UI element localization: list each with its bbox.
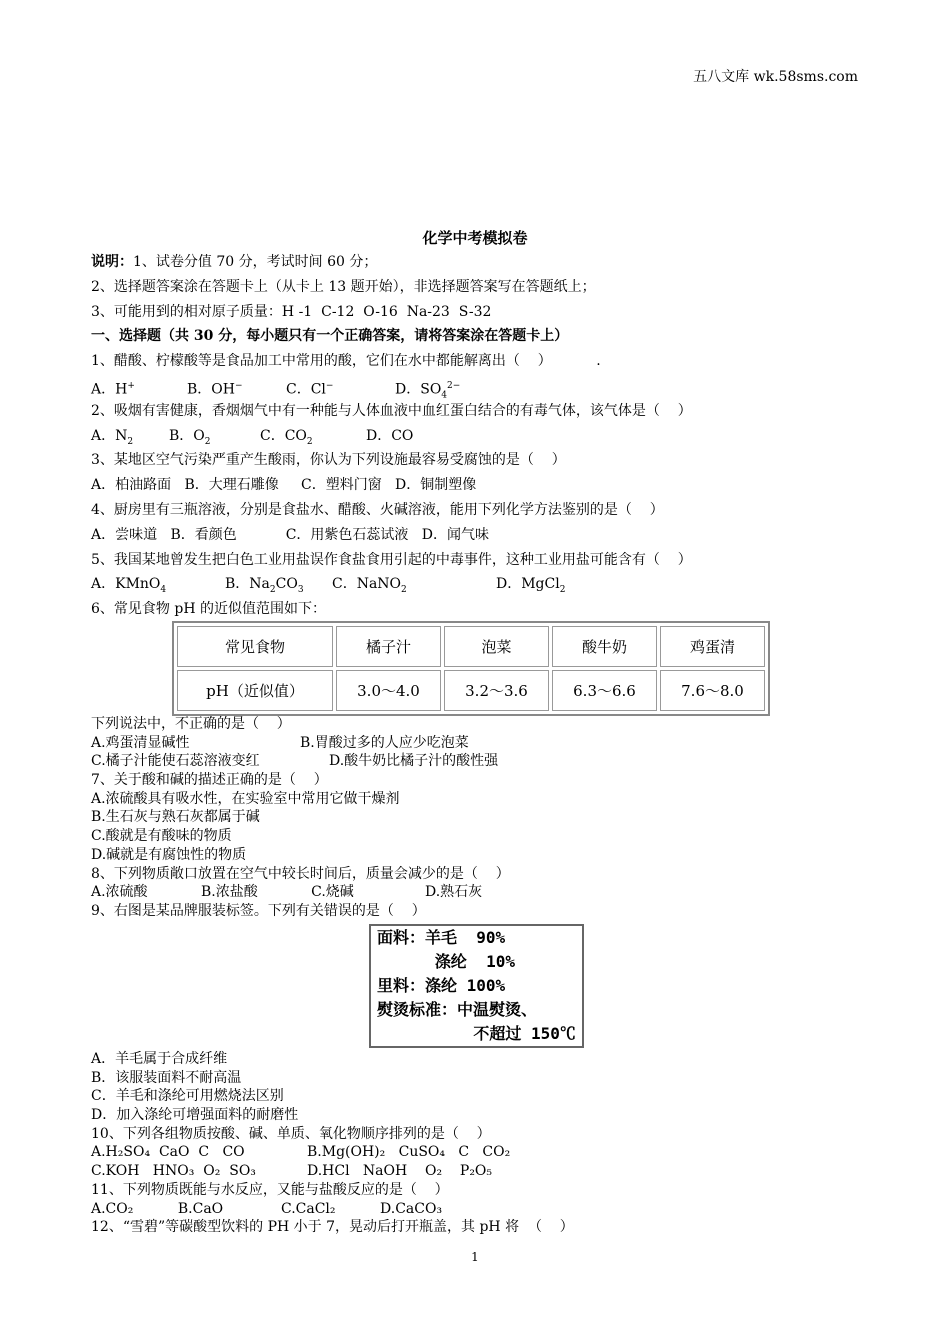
q9-option-b: B．该服装面料不耐高温 — [91, 1069, 242, 1086]
table-cell: 6.3～6.6 — [552, 670, 657, 711]
q4-options: A．尝味道 B．看颜色 C．用紫色石蕊试液 D．闻气味 — [91, 526, 489, 543]
table-cell: 橘子汁 — [336, 626, 441, 667]
table-cell: 7.6～8.0 — [660, 670, 765, 711]
ph-table-value-row — [177, 670, 765, 711]
ph-table — [172, 621, 770, 716]
q3-options: A．柏油路面 B．大理石雕像 C．塑料门窗 D．铜制塑像 — [91, 477, 477, 494]
q2-stem: 2、吸烟有害健康，香烟烟气中有一种能与人体血液中血红蛋白结合的有毒气体，该气体是（ ） — [91, 402, 692, 419]
page-title: 化学中考模拟卷 — [422, 229, 528, 247]
ph-table-header-row — [177, 626, 765, 667]
q1-options: A．H+ B．OH− C．Cl− D．$SO_4^{2-}$ — [91, 380, 461, 401]
q6-options-ab: A.鸡蛋清显碱性 B.胃酸过多的人应少吃泡菜 — [91, 734, 469, 751]
q9-q12-block — [91, 1050, 871, 1237]
q4-stem: 4、厨房里有三瓶溶液，分别是食盐水、醋酸、火碱溶液，能用下列化学方法鉴别的是（ ） — [91, 501, 664, 518]
table-cell: 鸡蛋清 — [660, 626, 765, 667]
table-cell: pH（近似值） — [177, 670, 333, 711]
q8-stem: 8、下列物质敞口放置在空气中较长时间后，质量会减少的是（ ） — [91, 865, 510, 882]
table-cell: 酸牛奶 — [552, 626, 657, 667]
q9-stem: 9、右图是某品牌服装标签。下列有关错误的是（ ） — [91, 902, 426, 919]
section-heading: 一、选择题（共 30 分，每小题只有一个正确答案，请将答案涂在答题卡上） — [91, 328, 569, 345]
q10-stem: 10、下列各组物质按酸、碱、单质、氧化物顺序排列的是（ ） — [91, 1125, 491, 1142]
q8-options: A.浓硫酸 B.浓盐酸 C.烧碱 D.熟石灰 — [91, 884, 483, 901]
table-cell: 常见食物 — [177, 626, 333, 667]
notes-line-3: 3、可能用到的相对原子质量：H -1 C-12 O-16 Na-23 S-32 — [91, 303, 492, 320]
clothing-label-image: 面料：羊毛 90% 涤纶 10% 里料：涤纶 100% 熨烫标准：中温熨烫、 不超过 150℃ — [369, 924, 584, 1048]
q3-stem: 3、某地区空气污染严重产生酸雨，你认为下列设施最容易受腐蚀的是（ ） — [91, 452, 566, 469]
table-cell: 3.0～4.0 — [336, 670, 441, 711]
notes-label: 说明： — [91, 254, 133, 270]
q7-option-c: C.酸就是有酸味的物质 — [91, 828, 232, 845]
q7-option-b: B.生石灰与熟石灰都属于碱 — [91, 809, 260, 826]
q10-options-ab: A.H₂SO₄ CaO C CO B.Mg(OH)₂ CuSO₄ C CO₂ — [91, 1144, 511, 1161]
q7-option-d: D.碱就是有腐蚀性的物质 — [91, 846, 247, 863]
q12-stem: 12、“雪碧”等碳酸型饮料的 PH 小于 7，晃动后打开瓶盖，其 pH 将 （ ） — [91, 1219, 574, 1236]
table-cell: 3.2～3.6 — [444, 670, 549, 711]
q2-options: A．$N_2$ B．$O_2$ C．$CO_2$ D．CO — [91, 427, 414, 447]
q6-q8-block — [91, 715, 871, 921]
page-header: 五八文库 wk.58sms.com — [693, 69, 858, 85]
exam-body — [91, 250, 871, 622]
q6-question: 下列说法中，不正确的是（ ） — [91, 716, 291, 732]
q11-stem: 11、下列物质既能与水反应，又能与盐酸反应的是（ ） — [91, 1181, 449, 1198]
q9-option-a: A．羊毛属于合成纤维 — [91, 1051, 228, 1067]
q7-option-a: A.浓硫酸具有吸水性，在实验室中常用它做干燥剂 — [91, 790, 400, 807]
q5-options: A．KMnO$_4$ B．$Na_2CO_3$ C．NaNO$_2$ D．MgCl$_2$ — [91, 576, 566, 596]
notes-line-1: 说明：1、试卷分值 70 分，考试时间 60 分； — [91, 254, 378, 270]
page-number: 1 — [471, 1250, 479, 1264]
q11-options: A.CO₂ B.CaO C.CaCl₂ D.CaCO₃ — [91, 1200, 443, 1217]
notes-line-2: 2、选择题答案涂在答题卡上（从卡上 13 题开始），非选择题答案写在答题纸上； — [91, 278, 596, 295]
q5-stem: 5、我国某地曾发生把白色工业用盐误作食盐食用引起的中毒事件，这种工业用盐可能含有（ ） — [91, 551, 692, 568]
q10-options-cd: C.KOH HNO₃ O₂ SO₃ D.HCl NaOH O₂ P₂O₅ — [91, 1163, 493, 1180]
q6-stem: 6、常见食物 pH 的近似值范围如下： — [91, 601, 326, 618]
q6-options-cd: C.橘子汁能使石蕊溶液变红 D.酸牛奶比橘子汁的酸性强 — [91, 753, 499, 770]
table-cell: 泡菜 — [444, 626, 549, 667]
q9-option-d: D．加入涤纶可增强面料的耐磨性 — [91, 1107, 299, 1124]
q7-stem: 7、关于酸和碱的描述正确的是（ ） — [91, 772, 328, 789]
q9-option-c: C．羊毛和涤纶可用燃烧法区别 — [91, 1088, 284, 1105]
q1-stem: 1、醋酸、柠檬酸等是食品加工中常用的酸，它们在水中都能解离出（ ） . — [91, 353, 601, 370]
